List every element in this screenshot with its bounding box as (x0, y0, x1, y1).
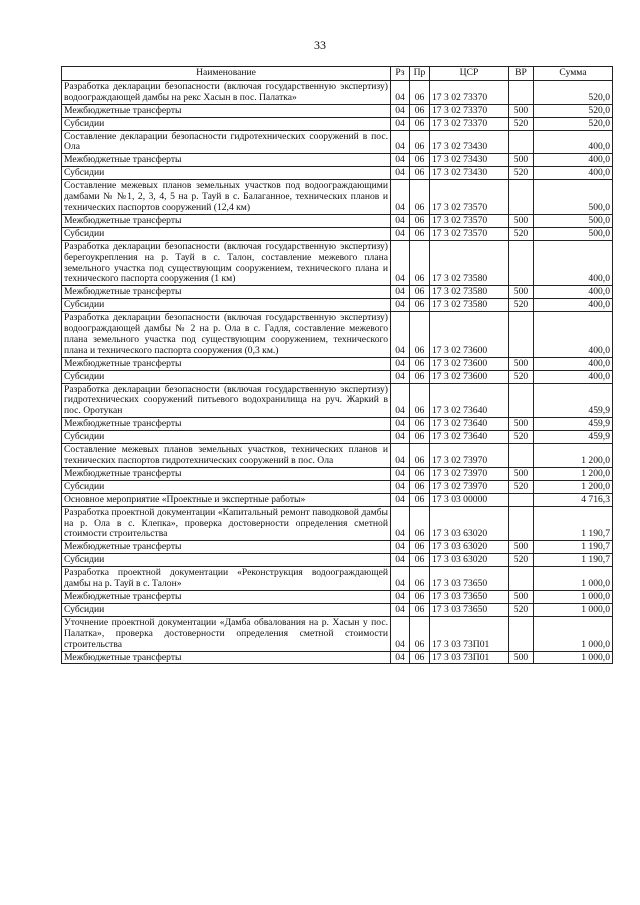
cell-pr: 06 (410, 130, 430, 154)
cell-rz: 04 (391, 240, 410, 286)
cell-rz: 04 (391, 603, 410, 616)
cell-sum: 1 000,0 (534, 651, 613, 664)
cell-sum: 1 190,7 (534, 554, 613, 567)
cell-rz: 04 (391, 383, 410, 418)
cell-vr (509, 80, 534, 104)
cell-sum: 500,0 (534, 214, 613, 227)
table-row (62, 299, 613, 312)
cell-vr: 500 (509, 214, 534, 227)
cell-rz: 04 (391, 590, 410, 603)
table-row (62, 467, 613, 480)
table-row (62, 130, 613, 154)
cell-vr: 500 (509, 467, 534, 480)
cell-pr: 06 (410, 467, 430, 480)
cell-vr: 500 (509, 651, 534, 664)
cell-rz: 04 (391, 227, 410, 240)
cell-name: Межбюджетные трансферты (62, 214, 391, 227)
cell-csr: 17 3 02 73640 (430, 431, 509, 444)
cell-rz: 04 (391, 312, 410, 358)
cell-rz: 04 (391, 117, 410, 130)
cell-pr: 06 (410, 590, 430, 603)
cell-name: Межбюджетные трансферты (62, 154, 391, 167)
cell-csr: 17 3 03 63020 (430, 506, 509, 541)
table-row (62, 590, 613, 603)
cell-pr: 06 (410, 431, 430, 444)
cell-rz: 04 (391, 554, 410, 567)
cell-sum: 1 000,0 (534, 590, 613, 603)
cell-vr: 520 (509, 480, 534, 493)
cell-sum: 520,0 (534, 117, 613, 130)
cell-vr (509, 567, 534, 591)
cell-name: Межбюджетные трансферты (62, 104, 391, 117)
table-row (62, 603, 613, 616)
cell-sum: 459,9 (534, 383, 613, 418)
cell-sum: 1 200,0 (534, 467, 613, 480)
cell-sum: 1 190,7 (534, 541, 613, 554)
cell-name: Составление декларации безопасности гидротехнических сооружений в пос. Ола (62, 130, 391, 154)
header-pr: Пр (410, 67, 430, 81)
cell-pr: 06 (410, 370, 430, 383)
cell-vr: 520 (509, 167, 534, 180)
table-row (62, 117, 613, 130)
cell-vr: 500 (509, 104, 534, 117)
cell-vr: 500 (509, 286, 534, 299)
cell-csr: 17 3 02 73970 (430, 467, 509, 480)
cell-vr: 520 (509, 603, 534, 616)
cell-csr: 17 3 02 73580 (430, 240, 509, 286)
cell-rz: 04 (391, 370, 410, 383)
table-row (62, 567, 613, 591)
cell-csr: 17 3 02 73570 (430, 214, 509, 227)
cell-rz: 04 (391, 180, 410, 215)
cell-vr (509, 383, 534, 418)
cell-name: Субсидии (62, 117, 391, 130)
cell-csr: 17 3 02 73430 (430, 130, 509, 154)
cell-rz: 04 (391, 431, 410, 444)
table-row (62, 370, 613, 383)
cell-csr: 17 3 03 73650 (430, 590, 509, 603)
cell-name: Межбюджетные трансферты (62, 286, 391, 299)
cell-vr: 500 (509, 154, 534, 167)
cell-csr: 17 3 02 73370 (430, 117, 509, 130)
cell-sum: 400,0 (534, 312, 613, 358)
cell-name: Составление межевых планов земельных участков, технических планов и технических паспортов гидротехнических сооружений в пос. Ола (62, 444, 391, 468)
table-row (62, 418, 613, 431)
table-row (62, 80, 613, 104)
cell-sum: 1 190,7 (534, 506, 613, 541)
table-row (62, 493, 613, 506)
cell-sum: 400,0 (534, 357, 613, 370)
cell-csr: 17 3 03 73П01 (430, 651, 509, 664)
cell-vr (509, 444, 534, 468)
cell-sum: 459,9 (534, 431, 613, 444)
cell-rz: 04 (391, 104, 410, 117)
cell-name: Субсидии (62, 227, 391, 240)
cell-vr (509, 240, 534, 286)
cell-rz: 04 (391, 130, 410, 154)
cell-csr: 17 3 03 73650 (430, 567, 509, 591)
cell-sum: 1 200,0 (534, 444, 613, 468)
cell-vr: 520 (509, 431, 534, 444)
cell-pr: 06 (410, 299, 430, 312)
cell-name: Разработка проектной документации «Реконструкция водоограждающей дамбы на р. Тауй в с. Талон» (62, 567, 391, 591)
cell-sum: 4 716,3 (534, 493, 613, 506)
table-row (62, 154, 613, 167)
cell-pr: 06 (410, 616, 430, 651)
cell-rz: 04 (391, 299, 410, 312)
cell-name: Субсидии (62, 480, 391, 493)
table-row (62, 651, 613, 664)
cell-sum: 1 000,0 (534, 616, 613, 651)
header-name: Наименование (62, 67, 391, 81)
cell-rz: 04 (391, 493, 410, 506)
header-csr: ЦСР (430, 67, 509, 81)
cell-pr: 06 (410, 444, 430, 468)
cell-name: Межбюджетные трансферты (62, 357, 391, 370)
cell-csr: 17 3 02 73430 (430, 167, 509, 180)
cell-vr: 500 (509, 418, 534, 431)
table-row (62, 167, 613, 180)
table-row (62, 214, 613, 227)
cell-name: Составление межевых планов земельных участков под водоограждающими дамбами № №1, 2, 3, 4, 5 на р. Тауй в с. Балаганное, технических планов и технических паспортов сооружений (12,4 км) (62, 180, 391, 215)
header-sum: Сумма (534, 67, 613, 81)
cell-name: Межбюджетные трансферты (62, 467, 391, 480)
cell-vr (509, 312, 534, 358)
cell-pr: 06 (410, 567, 430, 591)
cell-sum: 1 000,0 (534, 603, 613, 616)
cell-csr: 17 3 02 73370 (430, 104, 509, 117)
cell-vr (509, 130, 534, 154)
cell-pr: 06 (410, 117, 430, 130)
cell-pr: 06 (410, 480, 430, 493)
table-body (62, 80, 613, 664)
table-row (62, 444, 613, 468)
cell-name: Разработка декларации безопасности (включая государственную экспертизу) водоограждающей дамбы на рекс Хасын в пос. Палатка» (62, 80, 391, 104)
cell-name: Уточнение проектной документации «Дамба обвалования на р. Хасын у пос. Палатка», проверка достоверности определения сметной стоимости строительства (62, 616, 391, 651)
table-row (62, 480, 613, 493)
cell-pr: 06 (410, 357, 430, 370)
cell-pr: 06 (410, 227, 430, 240)
cell-rz: 04 (391, 467, 410, 480)
cell-vr (509, 506, 534, 541)
cell-vr (509, 616, 534, 651)
cell-pr: 06 (410, 214, 430, 227)
cell-name: Разработка декларации безопасности (включая государственную экспертизу) берегоукрепления на р. Тауй в с. Талон, составление межевого плана земельного участка под существующим сооружением, технического плана и технического паспорта сооружения (1 км) (62, 240, 391, 286)
cell-pr: 06 (410, 651, 430, 664)
cell-name: Межбюджетные трансферты (62, 418, 391, 431)
cell-pr: 06 (410, 493, 430, 506)
cell-pr: 06 (410, 603, 430, 616)
cell-rz: 04 (391, 154, 410, 167)
table-row (62, 554, 613, 567)
cell-sum: 400,0 (534, 130, 613, 154)
cell-rz: 04 (391, 418, 410, 431)
cell-rz: 04 (391, 506, 410, 541)
cell-csr: 17 3 02 73600 (430, 312, 509, 358)
cell-sum: 400,0 (534, 154, 613, 167)
cell-rz: 04 (391, 167, 410, 180)
cell-sum: 400,0 (534, 240, 613, 286)
cell-pr: 06 (410, 167, 430, 180)
cell-vr: 520 (509, 117, 534, 130)
cell-pr: 06 (410, 541, 430, 554)
page-number: 33 (314, 38, 326, 52)
cell-vr (509, 493, 534, 506)
cell-name: Субсидии (62, 167, 391, 180)
cell-sum: 500,0 (534, 227, 613, 240)
cell-rz: 04 (391, 567, 410, 591)
cell-csr: 17 3 02 73640 (430, 383, 509, 418)
cell-pr: 06 (410, 154, 430, 167)
budget-table (61, 66, 613, 664)
cell-pr: 06 (410, 104, 430, 117)
cell-pr: 06 (410, 286, 430, 299)
header-rz: Рз (391, 67, 410, 81)
cell-sum: 400,0 (534, 167, 613, 180)
table-row (62, 616, 613, 651)
cell-name: Субсидии (62, 299, 391, 312)
cell-sum: 1 200,0 (534, 480, 613, 493)
cell-vr: 520 (509, 227, 534, 240)
cell-sum: 520,0 (534, 80, 613, 104)
cell-pr: 06 (410, 418, 430, 431)
cell-name: Субсидии (62, 554, 391, 567)
cell-csr: 17 3 02 73580 (430, 299, 509, 312)
cell-sum: 400,0 (534, 286, 613, 299)
cell-rz: 04 (391, 357, 410, 370)
table-row (62, 240, 613, 286)
cell-pr: 06 (410, 383, 430, 418)
cell-sum: 459,9 (534, 418, 613, 431)
table-row (62, 312, 613, 358)
cell-vr: 500 (509, 590, 534, 603)
cell-csr: 17 3 03 73П01 (430, 616, 509, 651)
cell-sum: 400,0 (534, 299, 613, 312)
cell-rz: 04 (391, 480, 410, 493)
cell-name: Субсидии (62, 370, 391, 383)
cell-pr: 06 (410, 554, 430, 567)
header-vr: ВР (509, 67, 534, 81)
cell-rz: 04 (391, 286, 410, 299)
cell-rz: 04 (391, 214, 410, 227)
cell-sum: 1 000,0 (534, 567, 613, 591)
cell-pr: 06 (410, 240, 430, 286)
table-row (62, 286, 613, 299)
table-row (62, 541, 613, 554)
cell-rz: 04 (391, 80, 410, 104)
cell-sum: 500,0 (534, 180, 613, 215)
cell-rz: 04 (391, 444, 410, 468)
cell-sum: 520,0 (534, 104, 613, 117)
cell-name: Межбюджетные трансферты (62, 541, 391, 554)
cell-name: Разработка декларации безопасности (включая государственную экспертизу) гидротехнических сооружений питьевого водохранилища на руч. Жаркий в пос. Оротукан (62, 383, 391, 418)
cell-vr: 520 (509, 554, 534, 567)
table-row (62, 104, 613, 117)
cell-pr: 06 (410, 312, 430, 358)
cell-name: Разработка проектной документации «Капитальный ремонт паводковой дамбы на р. Ола в с. Клепка», проверка достоверности определения сметной стоимости строительства (62, 506, 391, 541)
cell-vr: 520 (509, 299, 534, 312)
table-row (62, 227, 613, 240)
cell-name: Межбюджетные трансферты (62, 590, 391, 603)
cell-vr: 520 (509, 370, 534, 383)
cell-csr: 17 3 02 73570 (430, 227, 509, 240)
cell-csr: 17 3 02 73970 (430, 480, 509, 493)
cell-csr: 17 3 02 73600 (430, 357, 509, 370)
cell-rz: 04 (391, 541, 410, 554)
cell-vr (509, 180, 534, 215)
cell-pr: 06 (410, 80, 430, 104)
cell-vr: 500 (509, 541, 534, 554)
cell-sum: 400,0 (534, 370, 613, 383)
cell-csr: 17 3 02 73970 (430, 444, 509, 468)
cell-csr: 17 3 03 63020 (430, 554, 509, 567)
cell-pr: 06 (410, 180, 430, 215)
cell-csr: 17 3 02 73370 (430, 80, 509, 104)
cell-csr: 17 3 02 73600 (430, 370, 509, 383)
cell-csr: 17 3 02 73430 (430, 154, 509, 167)
cell-csr: 17 3 03 73650 (430, 603, 509, 616)
cell-name: Субсидии (62, 431, 391, 444)
cell-name: Межбюджетные трансферты (62, 651, 391, 664)
table-row (62, 383, 613, 418)
cell-rz: 04 (391, 651, 410, 664)
table-row (62, 180, 613, 215)
cell-pr: 06 (410, 506, 430, 541)
table-header-row (62, 67, 613, 81)
table-row (62, 431, 613, 444)
cell-csr: 17 3 02 73580 (430, 286, 509, 299)
cell-csr: 17 3 03 00000 (430, 493, 509, 506)
table-row (62, 506, 613, 541)
cell-name: Основное мероприятие «Проектные и экспертные работы» (62, 493, 391, 506)
cell-csr: 17 3 02 73570 (430, 180, 509, 215)
cell-csr: 17 3 02 73640 (430, 418, 509, 431)
cell-rz: 04 (391, 616, 410, 651)
cell-csr: 17 3 03 63020 (430, 541, 509, 554)
cell-vr: 500 (509, 357, 534, 370)
cell-name: Субсидии (62, 603, 391, 616)
cell-name: Разработка декларации безопасности (включая государственную экспертизу) водоограждающей дамбы № 2 на р. Ола в с. Гадля, составление межевого плана земельного участка под существующим сооружением, технического плана и технического паспорта сооружения (0,3 км.) (62, 312, 391, 358)
table-row (62, 357, 613, 370)
